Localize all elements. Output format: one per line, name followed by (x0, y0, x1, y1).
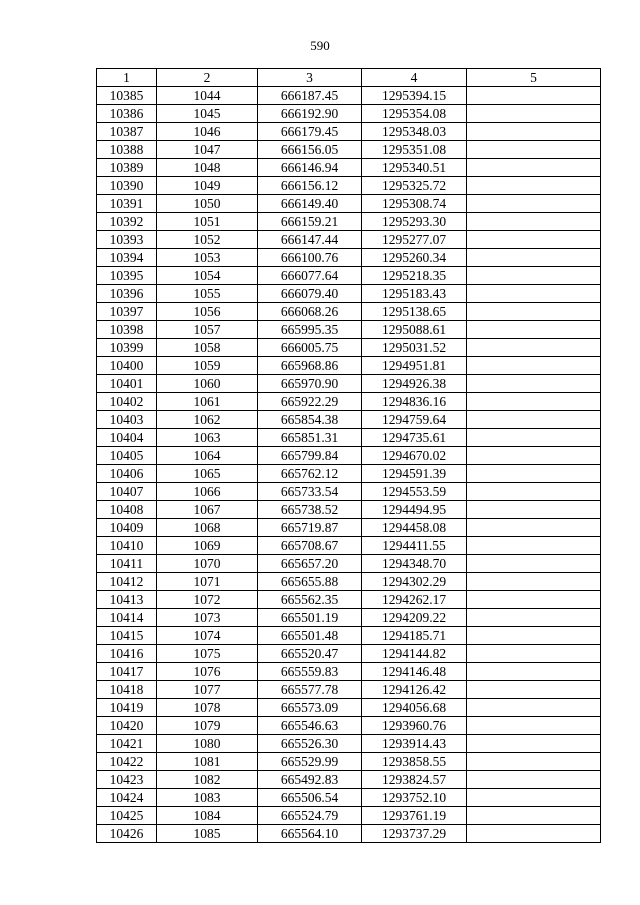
table-cell-col-5 (467, 159, 601, 177)
table-cell-col-5 (467, 231, 601, 249)
table-cell-col-3: 666147.44 (258, 231, 362, 249)
table-cell-col-3: 666187.45 (258, 87, 362, 105)
table-cell-col-5 (467, 105, 601, 123)
table-header-row (97, 69, 601, 87)
table-cell-col-2: 1055 (157, 285, 258, 303)
table-cell-col-2: 1075 (157, 645, 258, 663)
table-cell-col-1: 10418 (97, 681, 157, 699)
table-row (97, 447, 601, 465)
table-cell-col-2: 1058 (157, 339, 258, 357)
table-cell-col-3: 665854.38 (258, 411, 362, 429)
table-row (97, 357, 601, 375)
table-cell-col-5 (467, 501, 601, 519)
table-cell-col-4: 1295218.35 (362, 267, 467, 285)
table-cell-col-4: 1294836.16 (362, 393, 467, 411)
table-cell-col-4: 1294126.42 (362, 681, 467, 699)
table-row (97, 771, 601, 789)
table-cell-col-3: 665526.30 (258, 735, 362, 753)
table-cell-col-3: 665501.19 (258, 609, 362, 627)
table-cell-col-1: 10425 (97, 807, 157, 825)
table-cell-col-3: 665738.52 (258, 501, 362, 519)
table-cell-col-1: 10406 (97, 465, 157, 483)
table-cell-col-2: 1080 (157, 735, 258, 753)
table-cell-col-4: 1294735.61 (362, 429, 467, 447)
table-cell-col-3: 665762.12 (258, 465, 362, 483)
table-cell-col-2: 1056 (157, 303, 258, 321)
table-row (97, 555, 601, 573)
table-cell-col-4: 1294185.71 (362, 627, 467, 645)
table-cell-col-2: 1064 (157, 447, 258, 465)
table-cell-col-4: 1295277.07 (362, 231, 467, 249)
table-row (97, 735, 601, 753)
table-cell-col-3: 665529.99 (258, 753, 362, 771)
table-cell-col-1: 10407 (97, 483, 157, 501)
table-cell-col-2: 1067 (157, 501, 258, 519)
table-row (97, 195, 601, 213)
table-cell-col-2: 1060 (157, 375, 258, 393)
table-cell-col-3: 665524.79 (258, 807, 362, 825)
table-cell-col-5 (467, 339, 601, 357)
table-cell-col-5 (467, 303, 601, 321)
table-cell-col-3: 666149.40 (258, 195, 362, 213)
table-cell-col-4: 1294146.48 (362, 663, 467, 681)
table-cell-col-5 (467, 699, 601, 717)
table-row (97, 285, 601, 303)
table-cell-col-2: 1065 (157, 465, 258, 483)
table-cell-col-2: 1044 (157, 87, 258, 105)
table-cell-col-1: 10409 (97, 519, 157, 537)
column-header-3: 3 (258, 69, 362, 87)
table-cell-col-5 (467, 627, 601, 645)
table-row (97, 141, 601, 159)
table-row (97, 807, 601, 825)
table-cell-col-5 (467, 249, 601, 267)
table-cell-col-2: 1070 (157, 555, 258, 573)
table-cell-col-3: 665573.09 (258, 699, 362, 717)
table-cell-col-4: 1293752.10 (362, 789, 467, 807)
table-cell-col-3: 665657.20 (258, 555, 362, 573)
table-cell-col-3: 665506.54 (258, 789, 362, 807)
table-cell-col-4: 1295354.08 (362, 105, 467, 123)
table-cell-col-4: 1294458.08 (362, 519, 467, 537)
table-cell-col-3: 665799.84 (258, 447, 362, 465)
table-cell-col-1: 10403 (97, 411, 157, 429)
table-cell-col-5 (467, 447, 601, 465)
table-cell-col-4: 1293737.29 (362, 825, 467, 843)
table-cell-col-1: 10386 (97, 105, 157, 123)
table-cell-col-4: 1293824.57 (362, 771, 467, 789)
table-cell-col-4: 1294553.59 (362, 483, 467, 501)
table-cell-col-4: 1294144.82 (362, 645, 467, 663)
table-cell-col-2: 1081 (157, 753, 258, 771)
table-cell-col-2: 1047 (157, 141, 258, 159)
table-cell-col-2: 1059 (157, 357, 258, 375)
table-cell-col-4: 1293960.76 (362, 717, 467, 735)
table-cell-col-1: 10387 (97, 123, 157, 141)
table-cell-col-3: 665546.63 (258, 717, 362, 735)
table-cell-col-4: 1295138.65 (362, 303, 467, 321)
table-cell-col-4: 1294670.02 (362, 447, 467, 465)
table-cell-col-2: 1063 (157, 429, 258, 447)
table-cell-col-2: 1073 (157, 609, 258, 627)
table-cell-col-2: 1049 (157, 177, 258, 195)
table-cell-col-3: 665564.10 (258, 825, 362, 843)
table-cell-col-1: 10415 (97, 627, 157, 645)
table-cell-col-2: 1048 (157, 159, 258, 177)
table-cell-col-2: 1046 (157, 123, 258, 141)
table-cell-col-3: 666179.45 (258, 123, 362, 141)
table-cell-col-1: 10389 (97, 159, 157, 177)
table-cell-col-2: 1077 (157, 681, 258, 699)
table-cell-col-1: 10426 (97, 825, 157, 843)
table-cell-col-4: 1295325.72 (362, 177, 467, 195)
table-cell-col-4: 1295340.51 (362, 159, 467, 177)
table-cell-col-4: 1294411.55 (362, 537, 467, 555)
table-cell-col-5 (467, 717, 601, 735)
table-cell-col-3: 666005.75 (258, 339, 362, 357)
table-row (97, 123, 601, 141)
table-row (97, 411, 601, 429)
table-cell-col-3: 665995.35 (258, 321, 362, 339)
table-cell-col-1: 10400 (97, 357, 157, 375)
table-cell-col-2: 1052 (157, 231, 258, 249)
table-row (97, 321, 601, 339)
table-cell-col-4: 1294951.81 (362, 357, 467, 375)
table-cell-col-4: 1295260.34 (362, 249, 467, 267)
table-row (97, 375, 601, 393)
table-cell-col-3: 665562.35 (258, 591, 362, 609)
table-row (97, 339, 601, 357)
column-header-4: 4 (362, 69, 467, 87)
table-cell-col-4: 1295088.61 (362, 321, 467, 339)
table-cell-col-1: 10405 (97, 447, 157, 465)
table-cell-col-5 (467, 735, 601, 753)
table-cell-col-4: 1293858.55 (362, 753, 467, 771)
table-cell-col-2: 1045 (157, 105, 258, 123)
table-cell-col-3: 665851.31 (258, 429, 362, 447)
table-cell-col-2: 1076 (157, 663, 258, 681)
column-header-5: 5 (467, 69, 601, 87)
table-cell-col-5 (467, 411, 601, 429)
table-row (97, 465, 601, 483)
table-cell-col-4: 1295031.52 (362, 339, 467, 357)
table-cell-col-5 (467, 465, 601, 483)
table-cell-col-3: 666159.21 (258, 213, 362, 231)
table-row (97, 87, 601, 105)
table-cell-col-1: 10395 (97, 267, 157, 285)
table-cell-col-1: 10419 (97, 699, 157, 717)
table-row (97, 609, 601, 627)
table-cell-col-4: 1294926.38 (362, 375, 467, 393)
table-cell-col-2: 1071 (157, 573, 258, 591)
table-cell-col-5 (467, 591, 601, 609)
table-cell-col-3: 665559.83 (258, 663, 362, 681)
table-cell-col-1: 10414 (97, 609, 157, 627)
table-cell-col-5 (467, 123, 601, 141)
table-cell-col-3: 665492.83 (258, 771, 362, 789)
column-header-2: 2 (157, 69, 258, 87)
table-cell-col-5 (467, 285, 601, 303)
table-cell-col-1: 10421 (97, 735, 157, 753)
table-cell-col-4: 1295394.15 (362, 87, 467, 105)
table-row (97, 663, 601, 681)
table-row (97, 825, 601, 843)
table-row (97, 645, 601, 663)
page-number: 590 (310, 38, 330, 53)
table-cell-col-5 (467, 609, 601, 627)
table-cell-col-3: 666156.05 (258, 141, 362, 159)
table-cell-col-3: 665968.86 (258, 357, 362, 375)
table-row (97, 789, 601, 807)
table-cell-col-5 (467, 663, 601, 681)
column-header-1: 1 (97, 69, 157, 87)
table-cell-col-1: 10388 (97, 141, 157, 159)
table-row (97, 717, 601, 735)
table-cell-col-4: 1295351.08 (362, 141, 467, 159)
table-cell-col-2: 1083 (157, 789, 258, 807)
table-cell-col-2: 1074 (157, 627, 258, 645)
table-cell-col-5 (467, 519, 601, 537)
coordinates-table (96, 68, 601, 843)
table-cell-col-1: 10399 (97, 339, 157, 357)
table-row (97, 159, 601, 177)
table-cell-col-5 (467, 681, 601, 699)
table-cell-col-1: 10417 (97, 663, 157, 681)
table-row (97, 267, 601, 285)
table-row (97, 753, 601, 771)
table-cell-col-3: 665922.29 (258, 393, 362, 411)
table-row (97, 393, 601, 411)
table-row (97, 429, 601, 447)
table-row (97, 591, 601, 609)
table-cell-col-1: 10398 (97, 321, 157, 339)
table-cell-col-2: 1057 (157, 321, 258, 339)
table-cell-col-4: 1295308.74 (362, 195, 467, 213)
table-cell-col-1: 10385 (97, 87, 157, 105)
table-cell-col-5 (467, 177, 601, 195)
table-cell-col-4: 1294262.17 (362, 591, 467, 609)
table-cell-col-4: 1295293.30 (362, 213, 467, 231)
table-cell-col-3: 665501.48 (258, 627, 362, 645)
table-cell-col-1: 10410 (97, 537, 157, 555)
table-row (97, 249, 601, 267)
table-row (97, 303, 601, 321)
table-cell-col-5 (467, 87, 601, 105)
table-cell-col-5 (467, 771, 601, 789)
table-cell-col-1: 10394 (97, 249, 157, 267)
table-row (97, 699, 601, 717)
table-cell-col-1: 10423 (97, 771, 157, 789)
table-cell-col-1: 10413 (97, 591, 157, 609)
table-cell-col-3: 666068.26 (258, 303, 362, 321)
table-cell-col-4: 1294209.22 (362, 609, 467, 627)
table-cell-col-5 (467, 753, 601, 771)
table-cell-col-2: 1078 (157, 699, 258, 717)
table-row (97, 231, 601, 249)
table-cell-col-2: 1068 (157, 519, 258, 537)
table-cell-col-2: 1054 (157, 267, 258, 285)
table-cell-col-2: 1061 (157, 393, 258, 411)
table-cell-col-2: 1084 (157, 807, 258, 825)
table-cell-col-3: 665719.87 (258, 519, 362, 537)
table-row (97, 519, 601, 537)
table-cell-col-5 (467, 375, 601, 393)
table-row (97, 483, 601, 501)
table-cell-col-1: 10408 (97, 501, 157, 519)
table-row (97, 573, 601, 591)
table-cell-col-2: 1085 (157, 825, 258, 843)
table-cell-col-2: 1072 (157, 591, 258, 609)
table-cell-col-4: 1294494.95 (362, 501, 467, 519)
table-cell-col-3: 666146.94 (258, 159, 362, 177)
table-cell-col-4: 1294056.68 (362, 699, 467, 717)
table-cell-col-5 (467, 807, 601, 825)
table-cell-col-5 (467, 393, 601, 411)
table-row (97, 537, 601, 555)
table-cell-col-3: 665970.90 (258, 375, 362, 393)
table-cell-col-1: 10416 (97, 645, 157, 663)
table-cell-col-1: 10420 (97, 717, 157, 735)
table-cell-col-2: 1062 (157, 411, 258, 429)
table-cell-col-1: 10393 (97, 231, 157, 249)
table-cell-col-5 (467, 321, 601, 339)
table-cell-col-5 (467, 645, 601, 663)
table-cell-col-5 (467, 213, 601, 231)
table-row (97, 627, 601, 645)
table-row (97, 681, 601, 699)
table-cell-col-1: 10392 (97, 213, 157, 231)
table-cell-col-4: 1294348.70 (362, 555, 467, 573)
table-cell-col-2: 1079 (157, 717, 258, 735)
table-cell-col-1: 10401 (97, 375, 157, 393)
table-cell-col-4: 1295348.03 (362, 123, 467, 141)
table-cell-col-3: 665733.54 (258, 483, 362, 501)
table-cell-col-2: 1082 (157, 771, 258, 789)
table-cell-col-3: 665577.78 (258, 681, 362, 699)
table-cell-col-5 (467, 195, 601, 213)
table-cell-col-1: 10396 (97, 285, 157, 303)
table-cell-col-1: 10424 (97, 789, 157, 807)
table-cell-col-3: 666079.40 (258, 285, 362, 303)
table-cell-col-3: 666192.90 (258, 105, 362, 123)
table-cell-col-5 (467, 555, 601, 573)
table-row (97, 213, 601, 231)
table-cell-col-4: 1294302.29 (362, 573, 467, 591)
table-cell-col-3: 665520.47 (258, 645, 362, 663)
table-cell-col-1: 10404 (97, 429, 157, 447)
table-cell-col-1: 10402 (97, 393, 157, 411)
table-cell-col-4: 1293761.19 (362, 807, 467, 825)
table-cell-col-5 (467, 825, 601, 843)
table-body (97, 87, 601, 843)
table-cell-col-5 (467, 357, 601, 375)
table-cell-col-3: 666156.12 (258, 177, 362, 195)
table-cell-col-5 (467, 267, 601, 285)
table-cell-col-1: 10391 (97, 195, 157, 213)
table-cell-col-2: 1051 (157, 213, 258, 231)
table-cell-col-1: 10397 (97, 303, 157, 321)
table-row (97, 177, 601, 195)
table-cell-col-4: 1294591.39 (362, 465, 467, 483)
table-cell-col-4: 1294759.64 (362, 411, 467, 429)
table-cell-col-5 (467, 141, 601, 159)
table-cell-col-4: 1293914.43 (362, 735, 467, 753)
table-cell-col-1: 10422 (97, 753, 157, 771)
table-cell-col-2: 1053 (157, 249, 258, 267)
table-cell-col-2: 1050 (157, 195, 258, 213)
table-cell-col-4: 1295183.43 (362, 285, 467, 303)
table-cell-col-5 (467, 789, 601, 807)
table-row (97, 105, 601, 123)
table-cell-col-2: 1069 (157, 537, 258, 555)
table-cell-col-3: 665708.67 (258, 537, 362, 555)
table-cell-col-5 (467, 573, 601, 591)
table-cell-col-5 (467, 537, 601, 555)
table-cell-col-1: 10412 (97, 573, 157, 591)
table-cell-col-2: 1066 (157, 483, 258, 501)
table-cell-col-3: 666100.76 (258, 249, 362, 267)
table-cell-col-3: 665655.88 (258, 573, 362, 591)
table-cell-col-5 (467, 429, 601, 447)
table-row (97, 501, 601, 519)
table-cell-col-5 (467, 483, 601, 501)
table-cell-col-3: 666077.64 (258, 267, 362, 285)
table-cell-col-1: 10411 (97, 555, 157, 573)
table-cell-col-1: 10390 (97, 177, 157, 195)
